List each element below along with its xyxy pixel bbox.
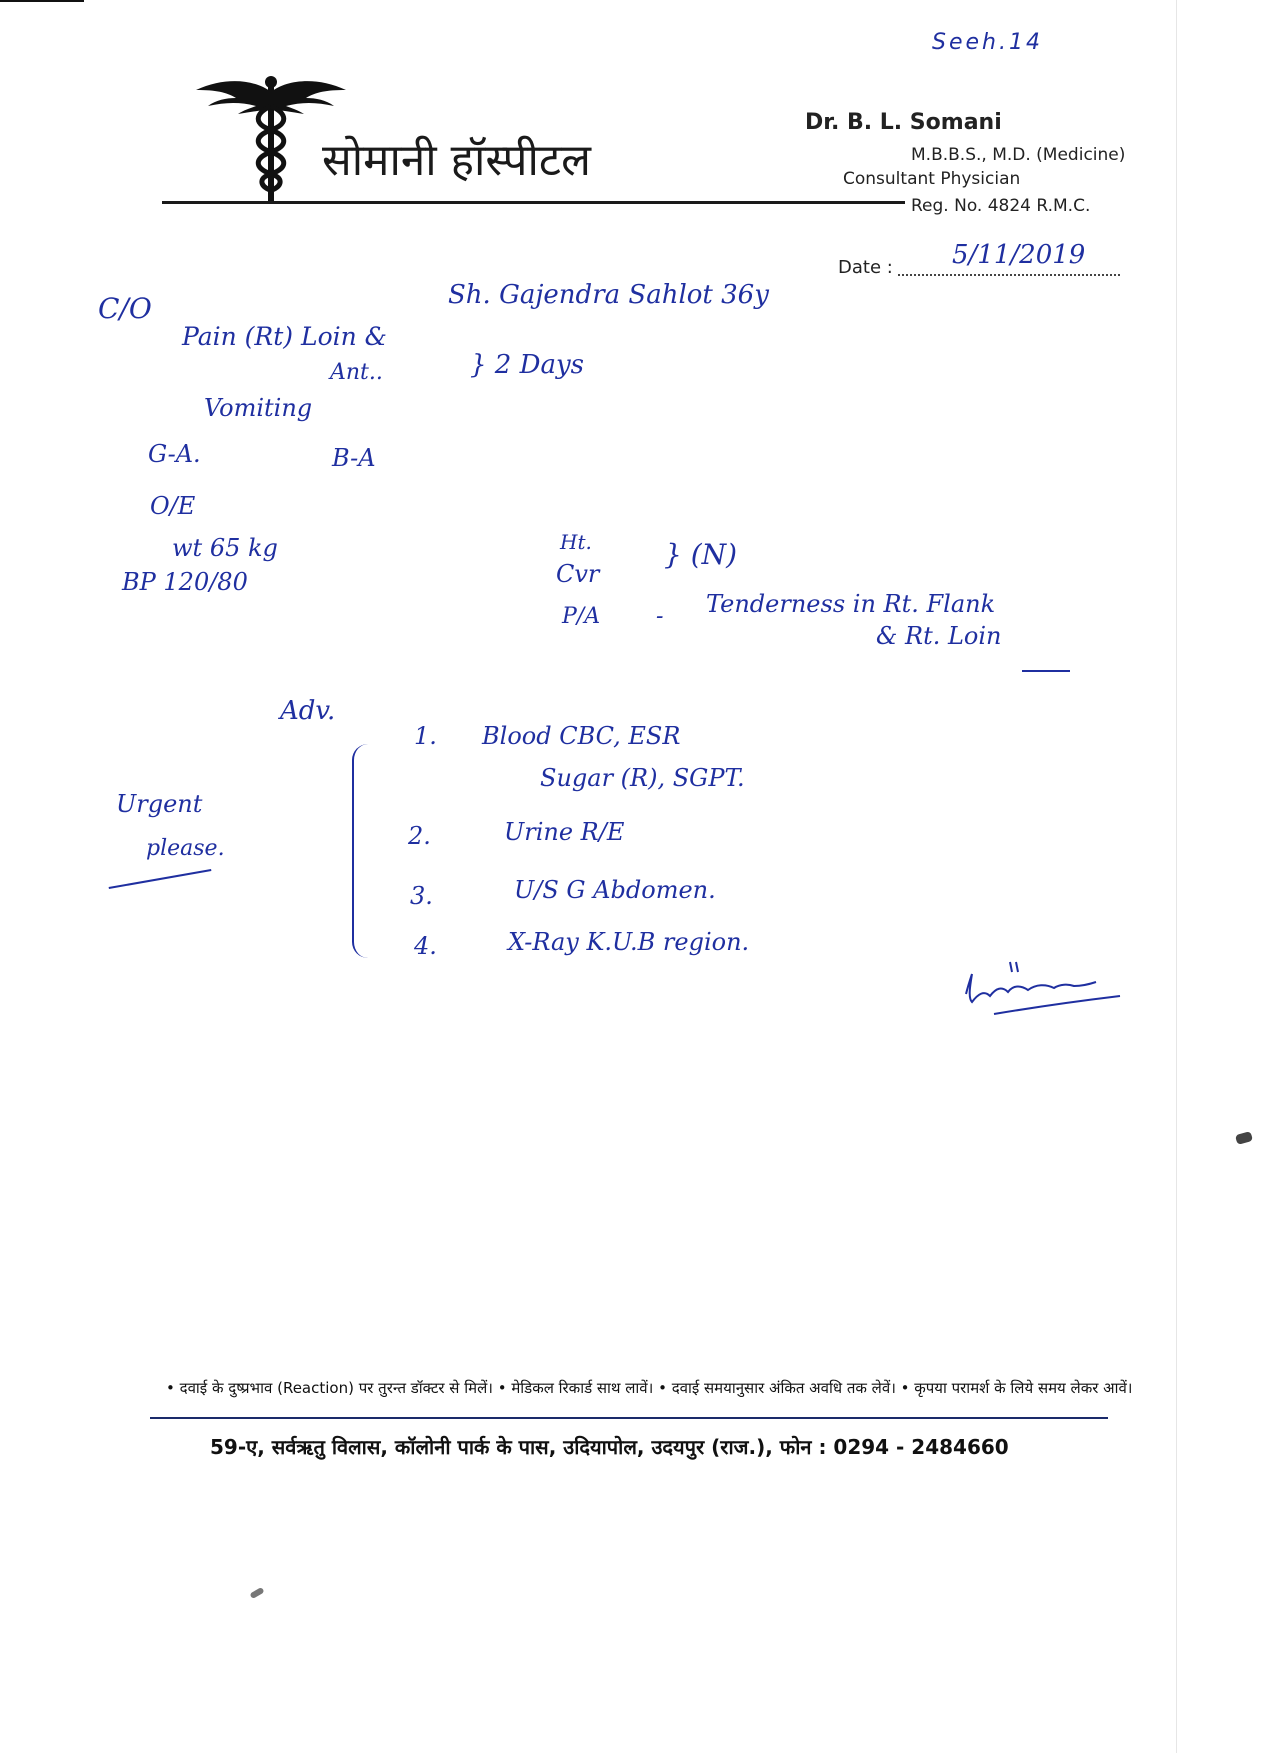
doctor-signature — [960, 960, 1130, 1030]
investigation-2-number: 2. — [408, 822, 431, 850]
complaint-vomiting: Vomiting — [204, 394, 313, 422]
doctor-name: Dr. B. L. Somani — [805, 110, 1002, 135]
exam-pa-finding-1: Tenderness in Rt. Flank — [706, 590, 996, 618]
complaint-line-2: Ant.. — [330, 360, 383, 385]
exam-cvr-label: Cvr — [556, 560, 600, 588]
hospital-name: सोमानी हॉस्पीटल — [322, 135, 591, 186]
paper-speck — [1235, 1131, 1253, 1145]
exam-oe: O/E — [150, 492, 196, 520]
patient-name: Sh. Gajendra Sahlot 36y — [448, 280, 769, 310]
date-value: 5/11/2019 — [952, 240, 1086, 270]
doctor-registration: Reg. No. 4824 R.M.C. — [911, 196, 1091, 216]
advice-label: Adv. — [280, 696, 336, 726]
investigation-3-text: U/S G Abdomen. — [514, 876, 716, 904]
footer-instructions: • दवाई के दुष्प्रभाव (Reaction) पर तुरन्त डॉक्टर से मिलें। • मेडिकल रिकार्ड साथ लावें। • दवाई समयानुसार अंकित अवधि तक लेवें। • कृपया परामर्श के लिये समय लेकर आवें। — [166, 1379, 1133, 1397]
investigation-1-number: 1. — [414, 722, 437, 750]
investigation-2-text: Urine R/E — [504, 818, 625, 846]
page-reference: Seeh.14 — [932, 30, 1043, 55]
exam-pa-finding-2: & Rt. Loin — [876, 622, 1002, 650]
investigation-4-text: X-Ray K.U.B region. — [508, 928, 750, 956]
exam-underline — [1022, 670, 1070, 672]
exam-ba: B-A — [332, 444, 376, 472]
urgent-underline — [109, 869, 212, 889]
exam-bp: BP 120/80 — [122, 568, 248, 596]
advice-brace — [352, 744, 374, 958]
investigation-4-number: 4. — [414, 932, 437, 960]
exam-pa-dash: - — [656, 604, 664, 629]
doctor-qualifications: M.B.B.S., M.D. (Medicine) — [911, 145, 1126, 165]
date-label: Date : — [838, 257, 893, 278]
exam-ht-label: Ht. — [560, 530, 592, 554]
footer-rule — [150, 1417, 1108, 1419]
exam-weight: wt 65 kg — [172, 534, 278, 562]
investigation-1b-text: Sugar (R), SGPT. — [540, 764, 745, 792]
doctor-title: Consultant Physician — [843, 169, 1021, 189]
footer-address: 59-ए, सर्वऋतु विलास, कॉलोनी पार्क के पास, उदियापोल, उदयपुर (राज.), फोन : 0294 - 2484660 — [210, 1435, 1009, 1459]
urgent-note-line-2: please. — [146, 836, 225, 861]
investigation-1-text: Blood CBC, ESR — [482, 722, 681, 750]
complaint-duration: } 2 Days — [470, 350, 584, 380]
investigation-3-number: 3. — [410, 882, 433, 910]
exam-ga: G-A. — [148, 440, 201, 468]
page-edge-right — [1176, 0, 1177, 1753]
date-dotted-line — [898, 274, 1120, 276]
complaint-co-label: C/O — [98, 292, 152, 325]
complaint-line-1: Pain (Rt) Loin & — [182, 322, 387, 351]
paper-speck — [249, 1587, 264, 1599]
page-edge-top — [0, 0, 84, 2]
exam-pa-label: P/A — [562, 604, 601, 629]
header-rule — [162, 201, 905, 204]
urgent-note-line-1: Urgent — [116, 790, 203, 818]
exam-ht-cvr-value: } (N) — [664, 538, 738, 571]
